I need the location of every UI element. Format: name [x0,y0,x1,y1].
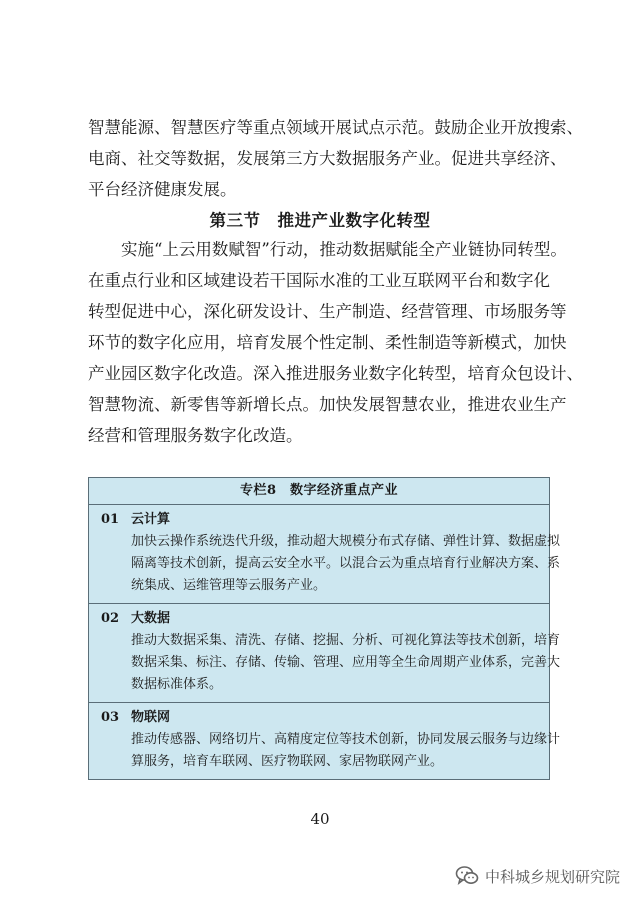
item-body [101,630,561,696]
text-line: 推动大数据采集、清洗、存储、挖掘、分析、可视化算法等技术创新，培育 [131,633,561,648]
text-line: 推动传感器、网络切片、高精度定位等技术创新，协同发展云服务与边缘计 [131,732,561,747]
watermark [455,862,620,890]
item-title: 大数据 [131,611,171,626]
item-number: 02 [101,611,120,626]
section-title: 第三节 推进产业数字化转型 [209,211,431,230]
item-header [101,707,539,729]
text-line: 环节的数字化应用，培育发展个性定制、柔性制造等新模式，加快 [88,333,567,352]
box-item-big-data [89,604,561,703]
text-line: 在重点行业和区域建设若干国际水准的工业互联网平台和数字化 [88,271,550,290]
text-line: 电商、社交等数据，发展第三方大数据服务产业。促进共享经济、 [88,149,567,168]
paragraph-body [88,234,583,451]
text-line: 算服务，培育车联网、医疗物联网、家居物联网产业。 [131,754,444,769]
text-line: 数据采集、标注、存储、传输、管理、应用等全生命周期产业体系，完善大 [131,655,561,670]
item-body [101,729,561,773]
text-line: 转型促进中心，深化研发设计、生产制造、经营管理、市场服务等 [88,302,567,321]
wechat-icon [455,865,479,887]
item-title: 物联网 [131,710,171,725]
box-item-cloud-computing [89,505,561,604]
text-line: 加快云操作系统迭代升级，推动超大规模分布式存储、弹性计算、数据虚拟 [131,534,561,549]
item-number: 01 [101,512,120,527]
feature-box [88,477,561,780]
item-number: 03 [101,710,120,725]
page-number: 40 [310,810,330,828]
text-line: 实施“上云用数赋智”行动，推动数据赋能全产业链协同转型。 [88,240,567,259]
item-header [101,608,539,630]
text-line: 平台经济健康发展。 [88,180,237,199]
text-line: 智慧能源、智慧医疗等重点领域开展试点示范。鼓励企业开放搜索、 [88,118,583,137]
text-line: 统集成、运维管理等云服务产业。 [131,578,327,593]
watermark-text: 中科城乡规划研究院 [485,867,621,886]
text-line: 数据标准体系。 [131,677,223,692]
item-title: 云计算 [131,512,171,527]
item-body [101,531,561,597]
text-line: 产业园区数字化改造。深入推进服务业数字化转型，培育众包设计、 [88,364,583,383]
box-title: 专栏8 数字经济重点产业 [89,478,549,505]
paragraph-intro [88,112,583,205]
box-item-iot [89,703,561,779]
text-line: 隔离等技术创新，提高云安全水平。以混合云为重点培育行业解决方案、系 [131,556,561,571]
text-line: 智慧物流、新零售等新增长点。加快发展智慧农业，推进农业生产 [88,395,567,414]
text-line: 经营和管理服务数字化改造。 [88,426,303,445]
item-header [101,509,539,531]
